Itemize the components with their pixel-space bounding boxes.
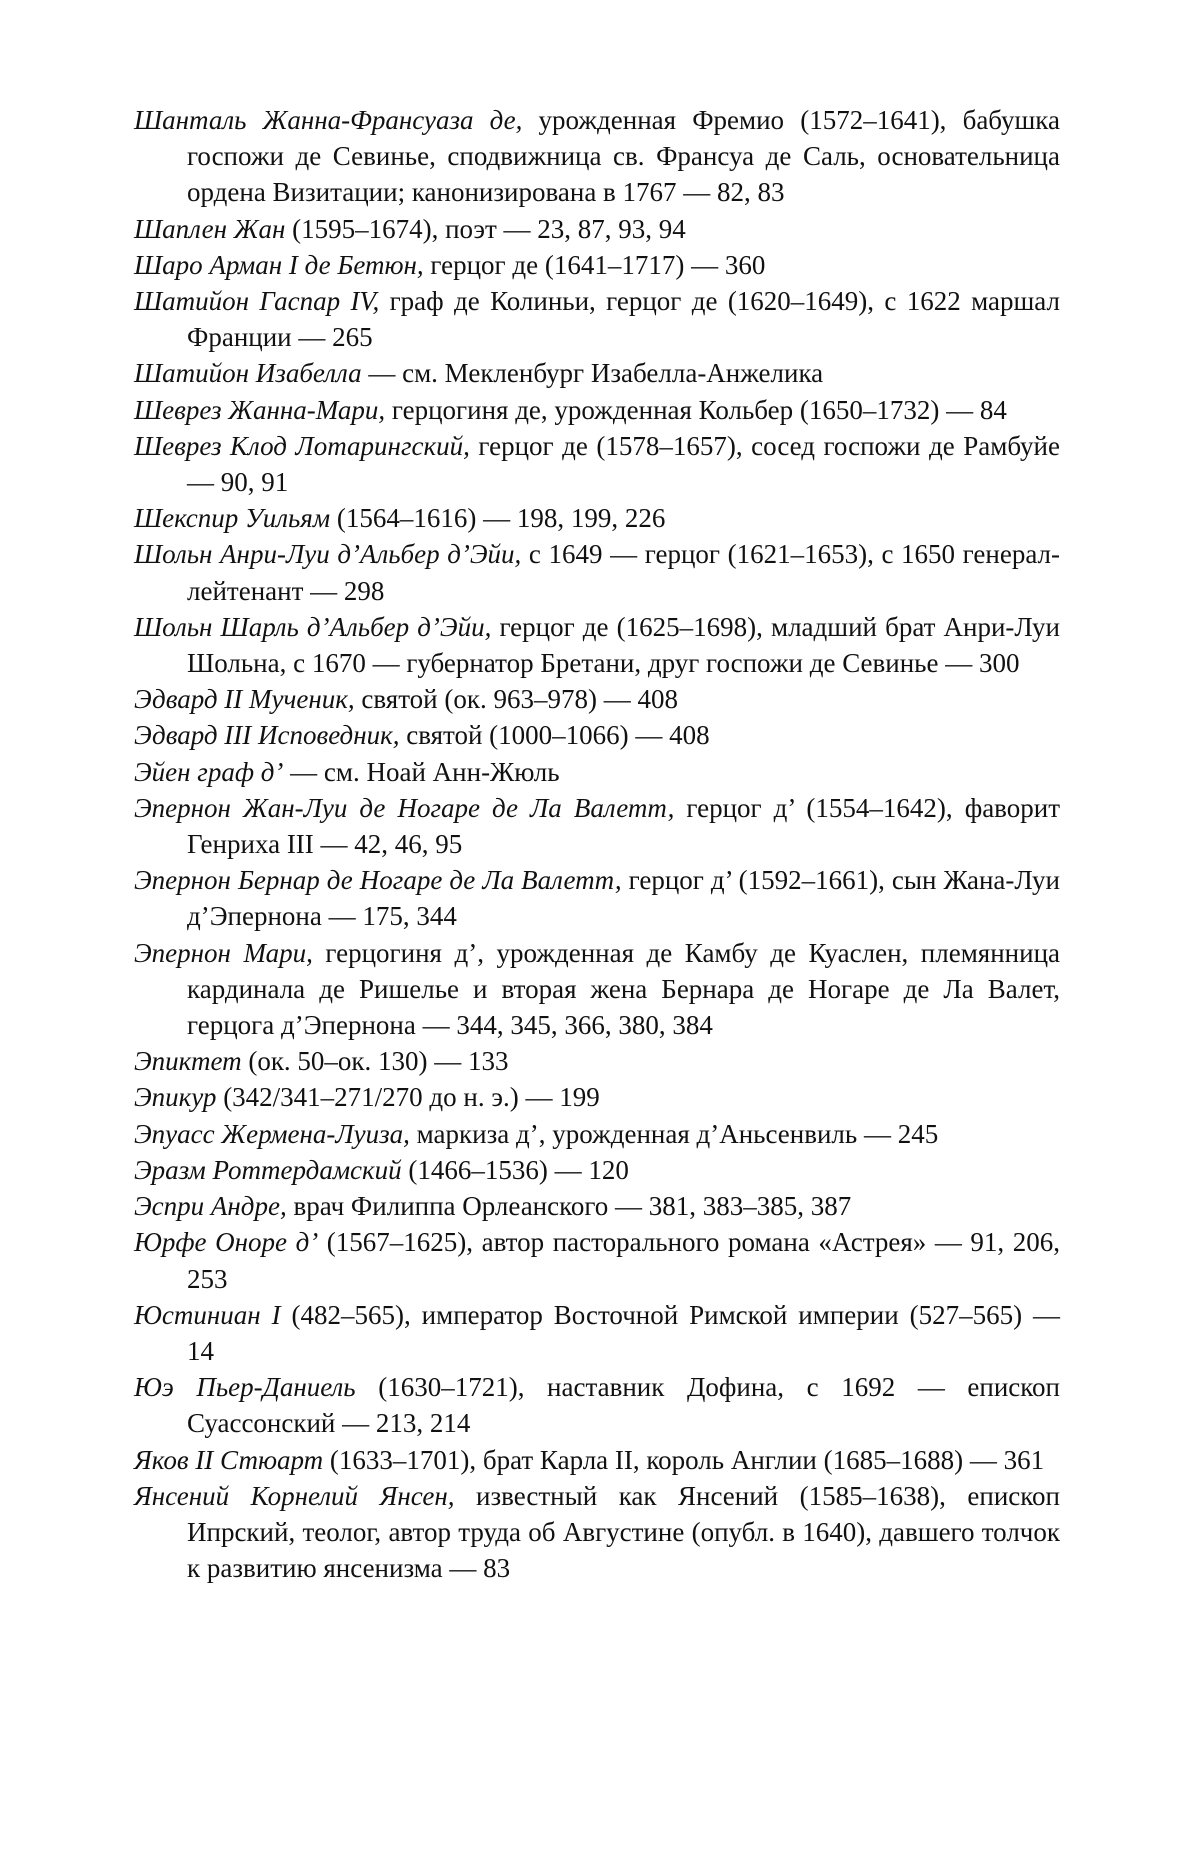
entry-text: урожденная Фремио (1572–1641), бабушка госпожи де Севинье, сподвижница св. Франсуа де Саль, основательница ордена Визитации; канонизирована в 1767 — 82, 83 (187, 105, 1060, 208)
index-entry (134, 355, 1060, 391)
entry-name: Эпиктет (134, 1046, 242, 1077)
entry-name: Шанталь Жанна-Франсуаза де, (134, 105, 523, 135)
index-entry (134, 102, 1060, 211)
entry-name: Шольн Анри-Луи д’Альбер д’Эйи, (134, 539, 522, 570)
entry-name: Шекспир Уильям (134, 503, 331, 534)
entry-text: герцогиня д’, урожденная де Камбу де Куаслен, племянница кардинала де Ришелье и вторая жена Бернара де Ногаре де Ла Валет, герцога д’Эпернона — 344, 345, 366, 380, 384 (187, 937, 1061, 1041)
entry-text: (342/341–271/270 до н. э.) — 199 (216, 1082, 600, 1113)
entry-text: с 1649 — герцог (1621–1653), с 1650 генерал-лейтенант — 298 (187, 539, 1060, 606)
entry-name: Юрфе Оноре д’ (134, 1227, 319, 1258)
entry-name: Шаплен Жан (134, 213, 286, 244)
index-entry (134, 1297, 1060, 1369)
index-entry (134, 1152, 1060, 1188)
entry-text: герцог д’ (1592–1661), сын Жана-Луи д’Эпернона — 175, 344 (187, 865, 1060, 932)
entry-name: Шеврез Клод Лотарингский, (134, 430, 470, 461)
index-page (134, 102, 1060, 1586)
index-entry (134, 392, 1060, 428)
entry-text: (1466–1536) — 120 (401, 1154, 629, 1185)
index-entry (134, 1442, 1060, 1478)
entry-text: (1595–1674), поэт — 23, 87, 93, 94 (285, 213, 686, 244)
entry-text: (1633–1701), брат Карла II, король Англии (1685–1688) — 361 (323, 1444, 1045, 1475)
index-entry (134, 1188, 1060, 1224)
entry-name: Шеврез Жанна-Мари, (134, 394, 386, 425)
entry-name: Эдвард II Мученик, (134, 684, 355, 715)
entry-text: святой (ок. 963–978) — 408 (354, 684, 678, 715)
entry-text: (482–565), император Восточной Римской империи (527–565) — 14 (187, 1299, 1060, 1366)
entry-name: Шольн Шарль д’Альбер д’Эйи, (134, 611, 492, 642)
entry-name: Эдвард III Исповедник, (134, 720, 400, 751)
entry-name: Эйен граф д’ (134, 756, 284, 787)
entry-name: Эразм Роттердамский (134, 1154, 402, 1185)
entry-name: Эспри Андре, (134, 1191, 287, 1222)
entry-text: (1567–1625), автор пасторального романа «Астрея» — 91, 206, 253 (187, 1227, 1060, 1294)
entry-name: Эпуасс Жермена-Луиза, (134, 1118, 410, 1149)
index-entry (134, 717, 1060, 753)
entry-name: Шаро Арман I де Бетюн, (134, 249, 424, 280)
entry-text: (1564–1616) — 198, 199, 226 (330, 503, 666, 534)
entry-text: герцог де (1578–1657), сосед госпожи де Рамбуйе — 90, 91 (187, 430, 1060, 498)
index-entry (134, 754, 1060, 790)
entry-text: (ок. 50–ок. 130) — 133 (241, 1046, 509, 1077)
entry-text: — см. Мекленбург Изабелла-Анжелика (361, 358, 824, 389)
index-entry (134, 790, 1060, 862)
index-entry (134, 247, 1060, 283)
entry-text: герцог д’ (1554–1642), фаворит Генриха III — 42, 46, 95 (187, 792, 1060, 860)
entry-name: Эпернон Бернар де Ногаре де Ла Валетт, (134, 865, 622, 896)
index-entry (134, 935, 1060, 1044)
index-entry (134, 1478, 1060, 1587)
entry-text: врач Филиппа Орлеанского — 381, 383–385, 387 (286, 1191, 852, 1222)
index-entry (134, 1369, 1060, 1441)
entry-text: святой (1000–1066) — 408 (399, 720, 710, 751)
index-entry (134, 283, 1060, 355)
index-entry (134, 1224, 1060, 1296)
entry-name: Юстиниан I (134, 1299, 281, 1330)
entry-text: — см. Ноай Анн-Жюль (283, 756, 560, 787)
index-entry (134, 681, 1060, 717)
index-entry (134, 500, 1060, 536)
entry-text: герцог де (1625–1698), младший брат Анри-Луи Шольна, с 1670 — губернатор Бретани, друг госпожи де Севинье — 300 (187, 611, 1060, 679)
index-entry (134, 536, 1060, 608)
entry-name: Янсений Корнелий Янсен, (134, 1480, 455, 1511)
index-entry (134, 1043, 1060, 1079)
index-entry (134, 211, 1060, 247)
entry-text: герцог де (1641–1717) — 360 (423, 249, 766, 280)
entry-name: Шатийон Изабелла (134, 358, 362, 389)
index-entry (134, 428, 1060, 500)
index-entry (134, 862, 1060, 934)
entry-name: Эпернон Жан-Луи де Ногаре де Ла Валетт, (134, 792, 675, 823)
entry-name: Юэ Пьер-Даниель (134, 1372, 356, 1403)
entry-name: Яков II Стюарт (134, 1444, 324, 1475)
index-entry (134, 1116, 1060, 1152)
entry-name: Эпикур (134, 1082, 217, 1113)
entry-text: известный как Янсений (1585–1638), епископ Ипрский, теолог, автор труда об Августине (опубл. в 1640), давшего толчок к развитию янсенизма — 83 (187, 1480, 1060, 1584)
entry-name: Эпернон Мари, (134, 937, 313, 968)
index-entry (134, 1079, 1060, 1115)
index-entry (134, 609, 1060, 681)
entry-name: Шатийон Гаспар IV, (134, 286, 380, 317)
entry-text: граф де Колиньи, герцог де (1620–1649), с 1622 маршал Франции — 265 (187, 286, 1060, 353)
entry-text: маркиза д’, урожденная д’Аньсенвиль — 245 (409, 1118, 939, 1149)
entry-text: (1630–1721), наставник Дофина, с 1692 — епископ Суассонский — 213, 214 (187, 1372, 1060, 1439)
entry-text: герцогиня де, урожденная Кольбер (1650–1732) — 84 (385, 394, 1007, 425)
